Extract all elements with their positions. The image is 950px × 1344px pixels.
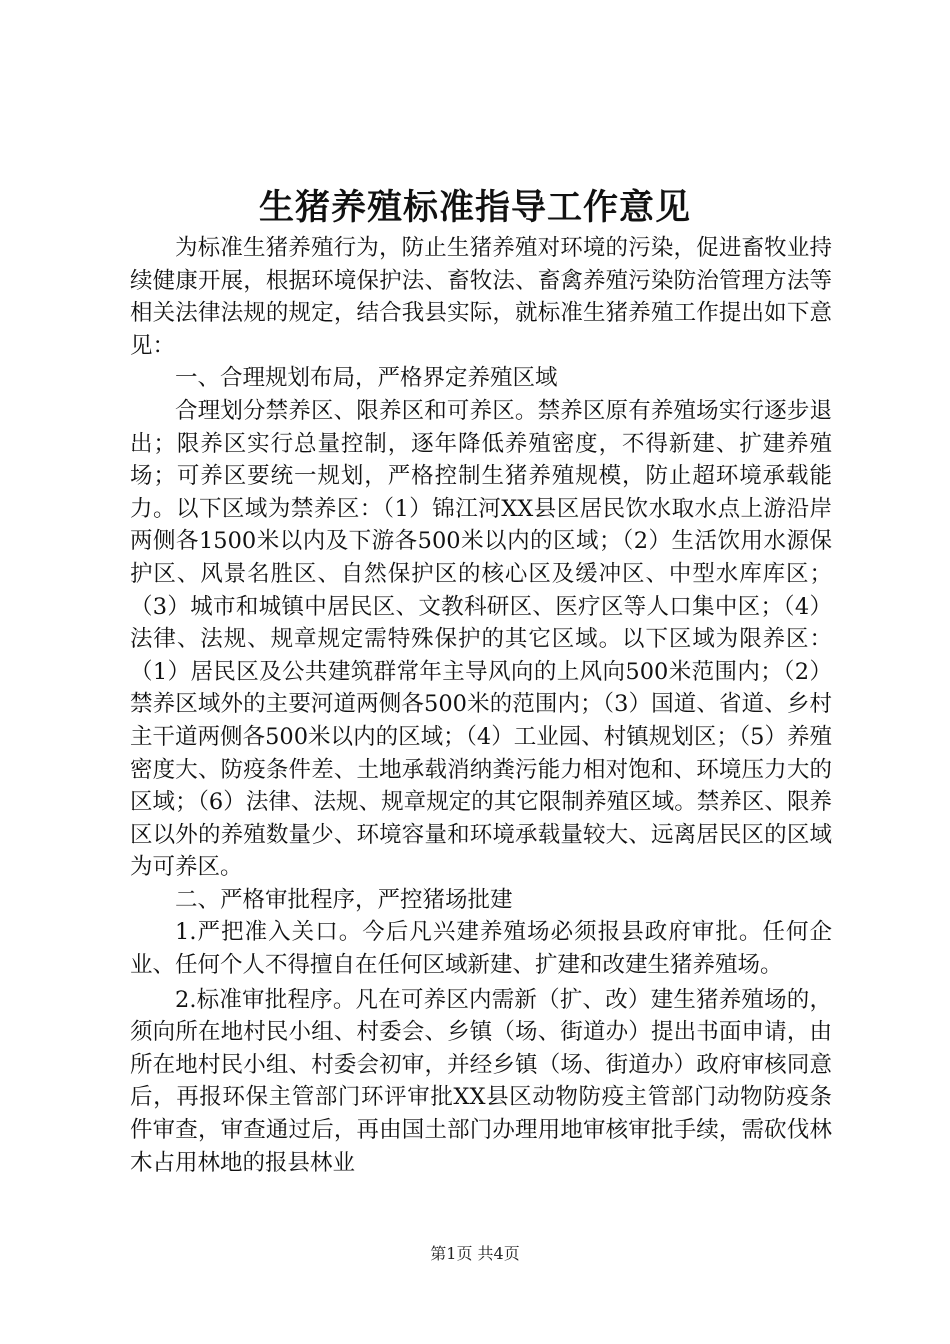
document-title: 生猪养殖标准指导工作意见 bbox=[258, 187, 691, 228]
document-body bbox=[130, 232, 832, 1179]
item-2-paragraph: 2.标准审批程序。凡在可养区内需新（扩、改）建生猪养殖场的，须向所在地村民小组、村委会、乡镇（场、街道办）提出书面申请，由所在地村民小组、村委会初审，并经乡镇（场、街道办）政府审核同意后，再报环保主管部门环评审批XX县区动物防疫主管部门动物防疫条件审查，审查通过后，再由国土部门办理用地审核审批手续，需砍伐林木占用林地的报县林业 bbox=[130, 986, 832, 1176]
intro-paragraph: 为标准生猪养殖行为，防止生猪养殖对环境的污染，促进畜牧业持续健康开展，根据环境保护法、畜牧法、畜禽养殖污染防治管理方法等相关法律法规的规定，结合我县实际，就标准生猪养殖工作提出如下意见： bbox=[130, 235, 832, 359]
item-1-paragraph: 1.严把准入关口。今后凡兴建养殖场必须报县政府审批。任何企业、任何个人不得擅自在任何区域新建、扩建和改建生猪养殖场。 bbox=[130, 919, 832, 979]
section-heading-1: 一、合理规划布局，严格界定养殖区域 bbox=[175, 365, 558, 392]
page-number-footer: 第1页 共4页 bbox=[430, 1244, 520, 1263]
section-heading-2: 二、严格审批程序，严控猪场批建 bbox=[175, 886, 513, 913]
section-1-paragraph: 合理划分禁养区、限养区和可养区。禁养区原有养殖场实行逐步退出；限养区实行总量控制，逐年降低养殖密度，不得新建、扩建养殖场；可养区要统一规划，严格控制生猪养殖规模，防止超环境承载能力。以下区域为禁养区：（1）锦江河XX县区居民饮水取水点上游沿岸两侧各1500米以内及下游各500米以内的区域；（2）生活饮用水源保护区、风景名胜区、自然保护区的核心区及缓冲区、中型水库库区；（3）城市和城镇中居民区、文教科研区、医疗区等人口集中区；（4）法律、法规、规章规定需特殊保护的其它区域。以下区域为限养区：（1）居民区及公共建筑群常年主导风向的上风向500米范围内；（2）禁养区域外的主要河道两侧各500米的范围内；（3）国道、省道、乡村主干道两侧各500米以内的区域；（4）工业园、村镇规划区；（5）养殖密度大、防疫条件差、土地承载消纳粪污能力相对饱和、环境压力大的区域；（6）法律、法规、规章规定的其它限制养殖区域。禁养区、限养区以外的养殖数量少、环境容量和环境承载量较大、远离居民区的区域为可养区。 bbox=[130, 397, 832, 881]
